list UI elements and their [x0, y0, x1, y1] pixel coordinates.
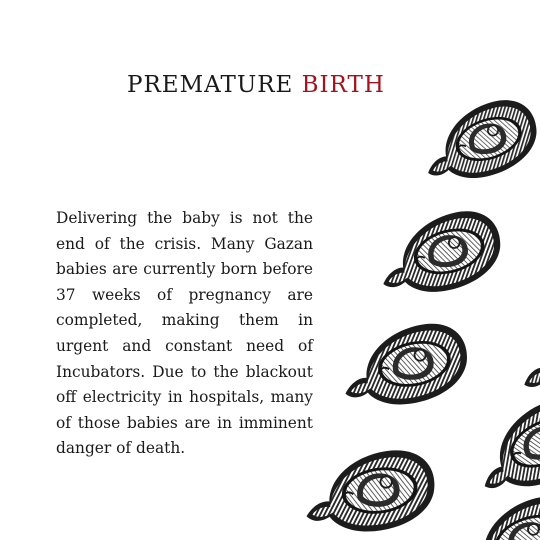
title-word-premature: PREMATURE: [127, 72, 294, 98]
womb-illustration-6: [463, 388, 540, 507]
title-word-birth: BIRTH: [301, 72, 385, 98]
womb-illustration-5: [508, 300, 540, 406]
body-paragraph: Delivering the baby is not the end of the crisis. Many Gazan babies are currently born before 37 weeks of pregnancy are completed, making them in urgent and constant need of Incubators. Due to the blackout off electricity in hospitals, many of those babies are in imminent danger of death.: [56, 209, 313, 458]
womb-illustration-3: [335, 317, 475, 417]
womb-illustration-1: [413, 91, 540, 194]
womb-illustration-7: [449, 487, 540, 540]
womb-illustration-2: [370, 203, 509, 306]
womb-illustration-4: [299, 445, 440, 540]
